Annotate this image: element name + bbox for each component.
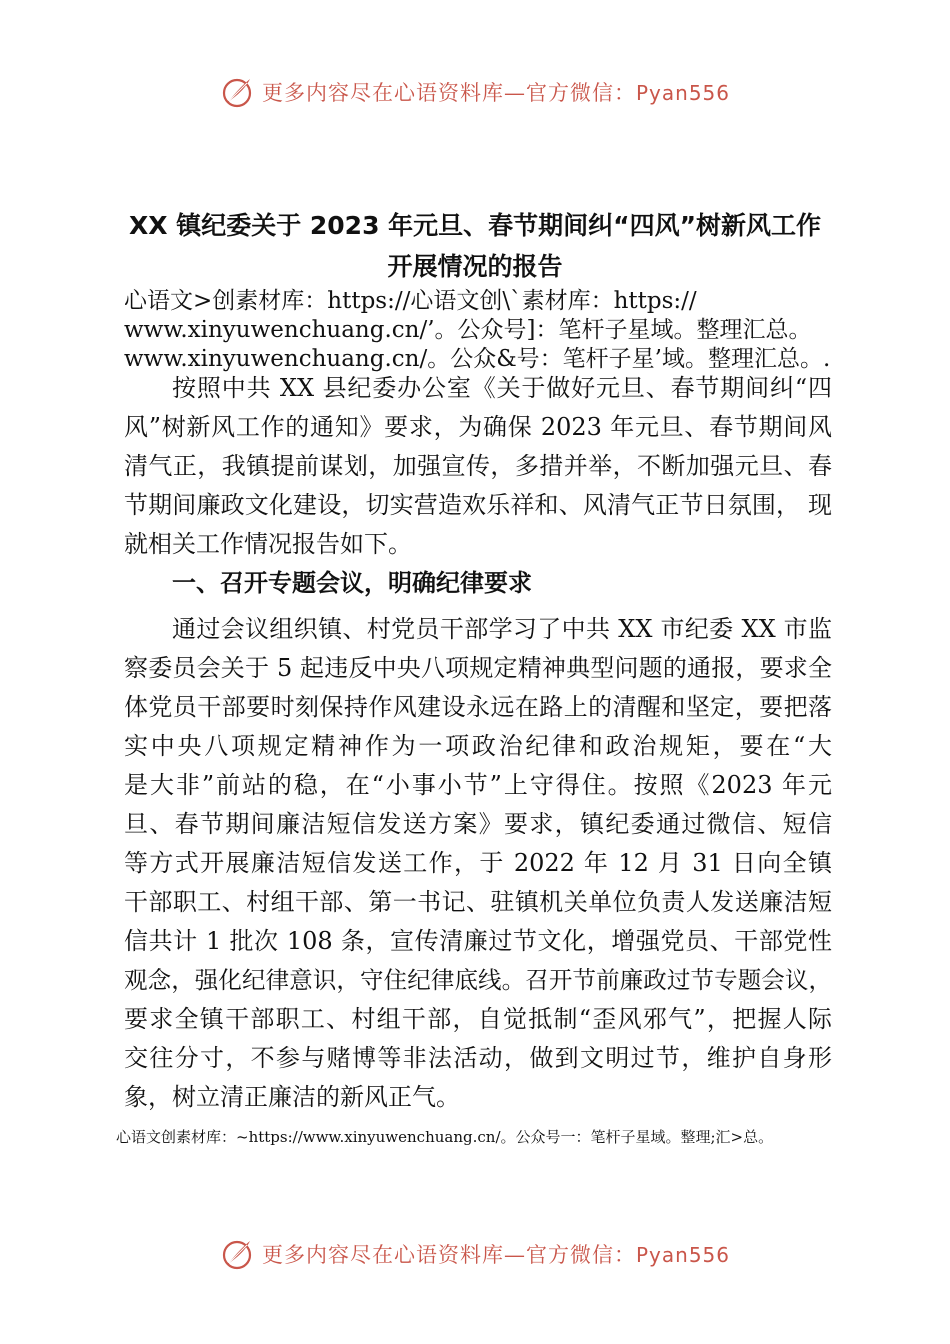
section-1-line-7: 等方式开展廉洁短信发送工作，于 2022 年 12 月 31 日向全镇 — [124, 849, 832, 877]
section-1-line-2: 察委员会关于 5 起违反中央八项规定精神典型问题的通报，要求全 — [124, 654, 832, 682]
intro-line-1: 按照中共 XX 县纪委办公室《关于做好元旦、春节期间纠“四 — [172, 374, 832, 402]
banner-text — [262, 1239, 730, 1269]
source-line-3: www.xinyuwenchuang.cn/。公众&号：笔杆子星’域。整理汇总。. — [124, 346, 831, 372]
banner-text-wechat-id: Pyan556 — [635, 1243, 730, 1267]
section-1-line-10: 观念，强化纪律意识，守住纪律底线。召开节前廉政过节专题会议， — [124, 966, 832, 994]
section-1-line-4: 实中央八项规定精神作为一项政治纪律和政治规矩，要在“大 — [124, 732, 832, 760]
banner-text-cn: 更多内容尽在心语资料库—官方微信： — [261, 81, 636, 105]
section-1-line-1: 通过会议组织镇、村党员干部学习了中共 XX 市纪委 XX 市监 — [172, 615, 832, 643]
section-1-line-9: 信共计 1 批次 108 条，宣传清廉过节文化，增强党员、干部党性 — [124, 927, 832, 955]
quill-logo-icon — [220, 75, 254, 109]
intro-line-3: 清气正，我镇提前谋划，加强宣传，多措并举，不断加强元旦、春 — [124, 452, 832, 480]
banner-text-cn: 更多内容尽在心语资料库—官方微信： — [261, 1243, 636, 1267]
section-1-line-5: 是大非”前站的稳，在“小事小节”上守得住。按照《2023 年元 — [124, 771, 832, 799]
section-1-heading: 一、召开专题会议，明确纪律要求 — [172, 569, 532, 597]
section-1-line-13: 象，树立清正廉洁的新风正气。 — [124, 1083, 460, 1111]
document-title-line-2: 开展情况的报告 — [387, 252, 563, 281]
section-1-line-3: 体党员干部要时刻保持作风建设永远在路上的清醒和坚定，要把落 — [124, 693, 832, 721]
document-title-line-1: XX 镇纪委关于 2023 年元旦、春节期间纠“四风”树新风工作 — [128, 211, 822, 240]
banner-text-wechat-id: Pyan556 — [635, 81, 730, 105]
bottom-banner — [0, 1234, 950, 1274]
source-line-2: www.xinyuwenchuang.cn/’。公众号]：笔杆子星域。整理汇总。 — [124, 317, 812, 343]
intro-line-2: 风”树新风工作的通知》要求，为确保 2023 年元旦、春节期间风 — [124, 413, 832, 441]
footer-source-note: 心语文创素材库：~https://www.xinyuwenchuang.cn/。公众号一：笔杆子星域。整理;汇>总。 — [116, 1128, 774, 1146]
intro-line-4: 节期间廉政文化建设，切实营造欢乐祥和、风清气正节日氛围， 现 — [124, 491, 832, 519]
intro-line-5: 就相关工作情况报告如下。 — [124, 530, 412, 558]
section-1-line-12: 交往分寸，不参与赌博等非法活动，做到文明过节，维护自身形 — [124, 1044, 832, 1072]
section-1-line-6: 旦、春节期间廉洁短信发送方案》要求，镇纪委通过微信、短信 — [124, 810, 832, 838]
top-banner — [0, 72, 950, 112]
section-1-line-11: 要求全镇干部职工、村组干部，自觉抵制“歪风邪气”，把握人际 — [124, 1005, 832, 1033]
source-line-1: 心语文>创素材库：https://心语文创\`素材库：https:// — [124, 288, 697, 314]
banner-text — [262, 77, 730, 107]
quill-logo-icon — [220, 1237, 254, 1271]
section-1-line-8: 干部职工、村组干部、第一书记、驻镇机关单位负责人发送廉洁短 — [124, 888, 832, 916]
